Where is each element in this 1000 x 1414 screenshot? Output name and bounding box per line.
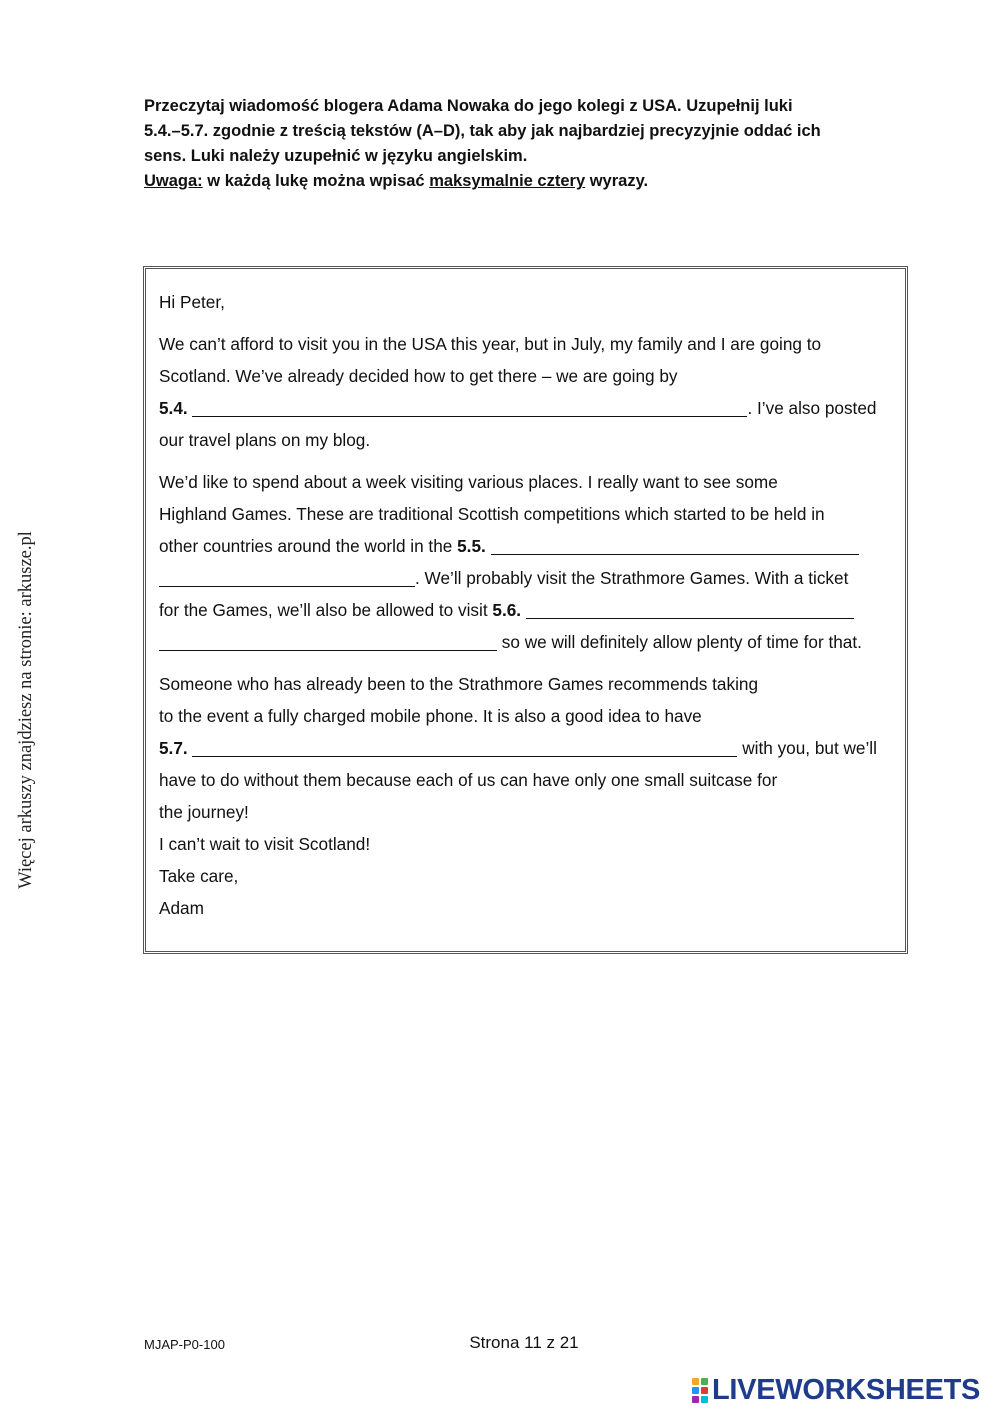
logo-block: [701, 1387, 708, 1394]
gap-5-5-label: 5.5.: [457, 536, 486, 556]
letter-line: We can’t afford to visit you in the USA this year, but in July, my family and I are going to: [159, 334, 822, 354]
gap-5-7-label: 5.7.: [159, 738, 188, 758]
letter-text: with you, but we’ll: [737, 738, 877, 758]
letter-line: Highland Games. These are traditional Scottish competitions which started to be held in: [159, 504, 825, 524]
logo-blocks-icon: [692, 1378, 708, 1403]
letter-line: [159, 594, 899, 626]
letter-line: Someone who has already been to the Strathmore Games recommends taking: [159, 674, 759, 694]
logo-block: [692, 1387, 699, 1394]
greeting: Hi Peter,: [159, 292, 225, 312]
exercise-instructions: [144, 94, 924, 194]
gap-5-5-field[interactable]: [491, 534, 859, 555]
letter-line: [159, 562, 899, 594]
letter-text: . I’ve also posted: [747, 398, 877, 418]
brand-name: LIVEWORKSHEETS: [712, 1374, 981, 1406]
gap-5-6-field-continued[interactable]: [159, 630, 497, 651]
note-text: w każdą lukę można wpisać: [202, 172, 430, 190]
instruction-line: 5.4.–5.7. zgodnie z treścią tekstów (A–D), tak aby jak najbardziej precyzyjnie oddać ich: [144, 122, 821, 140]
logo-block: [692, 1396, 699, 1403]
note-emphasis: maksymalnie cztery: [429, 172, 586, 190]
letter-line: Scotland. We’ve already decided how to get there – we are going by: [159, 366, 678, 386]
instruction-line: sens. Luki należy uzupełnić w języku angielskim.: [144, 147, 528, 165]
note-text: wyrazy.: [585, 172, 649, 190]
letter-line: have to do without them because each of us can have only one small suitcase for: [159, 770, 778, 790]
liveworksheets-logo: [692, 1373, 980, 1407]
letter-line: our travel plans on my blog.: [159, 430, 371, 450]
instruction-note: [144, 169, 924, 194]
letter-line: We’d like to spend about a week visiting various places. I really want to see some: [159, 472, 778, 492]
letter-text: . We’ll probably visit the Strathmore Games. With a ticket: [415, 568, 849, 588]
gap-5-4-field[interactable]: [192, 396, 747, 417]
letter-line: [159, 626, 899, 658]
signature: Adam: [159, 898, 204, 918]
letter-text: for the Games, we’ll also be allowed to visit: [159, 600, 493, 620]
letter-line: [159, 530, 899, 562]
letter-text: other countries around the world in the: [159, 536, 458, 556]
gap-5-5-field-continued[interactable]: [159, 566, 415, 587]
letter-line: [159, 732, 899, 764]
gap-5-7-field[interactable]: [192, 736, 737, 757]
note-label: Uwaga:: [144, 172, 203, 190]
logo-block: [701, 1378, 708, 1385]
letter-body: [159, 286, 899, 924]
logo-block: [701, 1396, 708, 1403]
gap-5-6-label: 5.6.: [492, 600, 522, 620]
gap-5-4-label: 5.4.: [159, 398, 188, 418]
letter-line: Take care,: [159, 866, 239, 886]
page-number: Strona 11 z 21: [469, 1333, 579, 1352]
exam-code: MJAP-P0-100: [144, 1337, 225, 1352]
logo-block: [692, 1378, 699, 1385]
gap-5-6-field[interactable]: [526, 598, 854, 619]
instruction-line: Przeczytaj wiadomość blogera Adama Nowaka do jego kolegi z USA. Uzupełnij luki: [144, 97, 793, 115]
letter-line: I can’t wait to visit Scotland!: [159, 834, 371, 854]
letter-text: so we will definitely allow plenty of time for that.: [497, 632, 862, 652]
letter-line: [159, 392, 899, 424]
letter-line: to the event a fully charged mobile phone. It is also a good idea to have: [159, 706, 702, 726]
side-watermark: Więcej arkuszy znajdziesz na stronie: arkusze.pl: [16, 531, 36, 889]
letter-line: the journey!: [159, 802, 249, 822]
